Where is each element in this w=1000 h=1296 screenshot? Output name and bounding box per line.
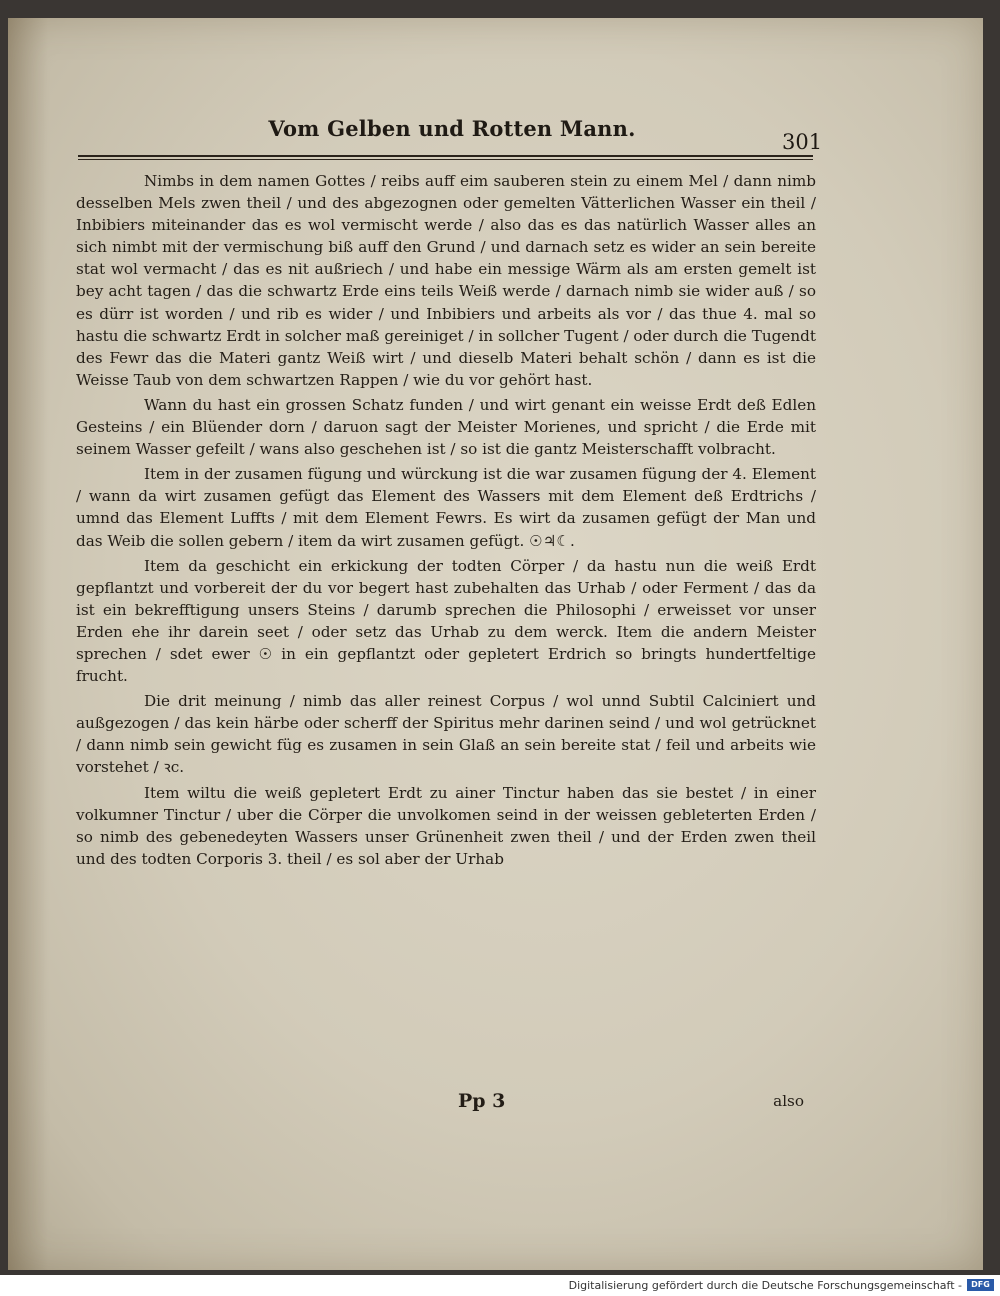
paragraph-4: Item da geschicht ein erkickung der todten Cörper / da hastu nun die weiß Erdt gepflantzt und vorbereit der du vor begert hast zubehalten das Urhab / oder Ferment / das da ist ein bekrefftigung unsers Steins / darumb sprechen die Philosophi / erweisset vor unser Erden ehe ihr darein seet / oder setz das Urhab zu dem werck. Item die andern Meister sprechen / sdet ewer ☉ in ein gepflantzt oder gepletert Erdrich so bringts hundertfeltige frucht. (76, 556, 816, 686)
page-number: 301 (782, 130, 823, 154)
page-footer (76, 1090, 816, 1116)
paragraph-5: Die drit meinung / nimb das aller reinest Corpus / wol unnd Subtil Calciniert und außgezogen / das kein härbe oder scherff der Spiritus mehr darinen seind / und wol getrücknet / dann nimb sein gewicht füg es zusamen in sein Glaß an sein bereite stat / feil und arbeits wie vorstehet / ꝛc. (76, 692, 816, 777)
dfg-logo-icon: DFG (967, 1279, 994, 1291)
page-header (72, 110, 832, 160)
catchword: also (773, 1092, 804, 1110)
page-body (76, 170, 816, 870)
running-title: Vom Gelben und Rotten Mann. (268, 116, 636, 141)
signature-mark: Pp 3 (458, 1090, 506, 1112)
paragraph-2: Wann du hast ein grossen Schatz funden / und wirt genant ein weisse Erdt deß Edlen Gesteins / ein Blüender dorn / daruon sagt der Meister Morienes, und spricht / die Erde mit seinem Wasser gefeilt / wans also geschehen ist / so ist die gantz Meisterschafft volbracht. (76, 395, 816, 459)
paragraph-6: Item wiltu die weiß gepletert Erdt zu ainer Tinctur haben das sie bestet / in einer volkumner Tinctur / uber die Cörper die unvolkomen seind in der weissen gebleterten Erden / so nimb des gebenedeyten Wassers unser Grünenheit zwen theil / und der Erden zwen theil und des todten Corporis 3. theil / es sol aber der Urhab (76, 783, 816, 868)
credit-text: Digitalisierung gefördert durch die Deutsche Forschungsgemeinschaft - (568, 1279, 962, 1292)
header-rule (78, 155, 813, 160)
credit-bar (0, 1275, 1000, 1296)
paragraph-1: Nimbs in dem namen Gottes / reibs auff eim sauberen stein zu einem Mel / dann nimb desselben Mels zwen theil / und des abgezognen oder gemelten Vätterlichen Wasser ein theil / Inbibiers miteinander das es wol vermischt werde / also das es das natürlich Wasser alles an sich nimbt mit der vermischung biß auff den Grund / und darnach setz es wider an sein bereite stat wol vermacht / das es nit außriech / und habe ein messige Wärm als am ersten gemelt ist bey acht tagen / das die schwartz Erde eins teils Weiß werde / darnach nimb sie wider auß / so es dürr ist worden / und rib es wider / und Inbibiers und arbeits als vor / das thue 4. mal so hastu die schwartz Erdt in solcher maß gereiniget / in sollcher Tugent / oder durch die Tugendt des Fewr das die Materi gantz Weiß wirt / und dieselb Materi behalt schön / dann es ist die Weisse Taub von dem schwartzen Rappen / wie du vor gehört hast. (76, 172, 816, 389)
paragraph-3: Item in der zusamen fügung und würckung ist die war zusamen fügung der 4. Element / wann da wirt zusamen gefügt das Element des Wassers mit dem Element deß Erdtrichs / umnd das Element Luffts / mit dem Element Fewrs. Es wirt da zusamen gefügt der Man und das Weib die sollen gebern / item da wirt zusamen gefügt. ☉♃☾. (76, 465, 816, 550)
